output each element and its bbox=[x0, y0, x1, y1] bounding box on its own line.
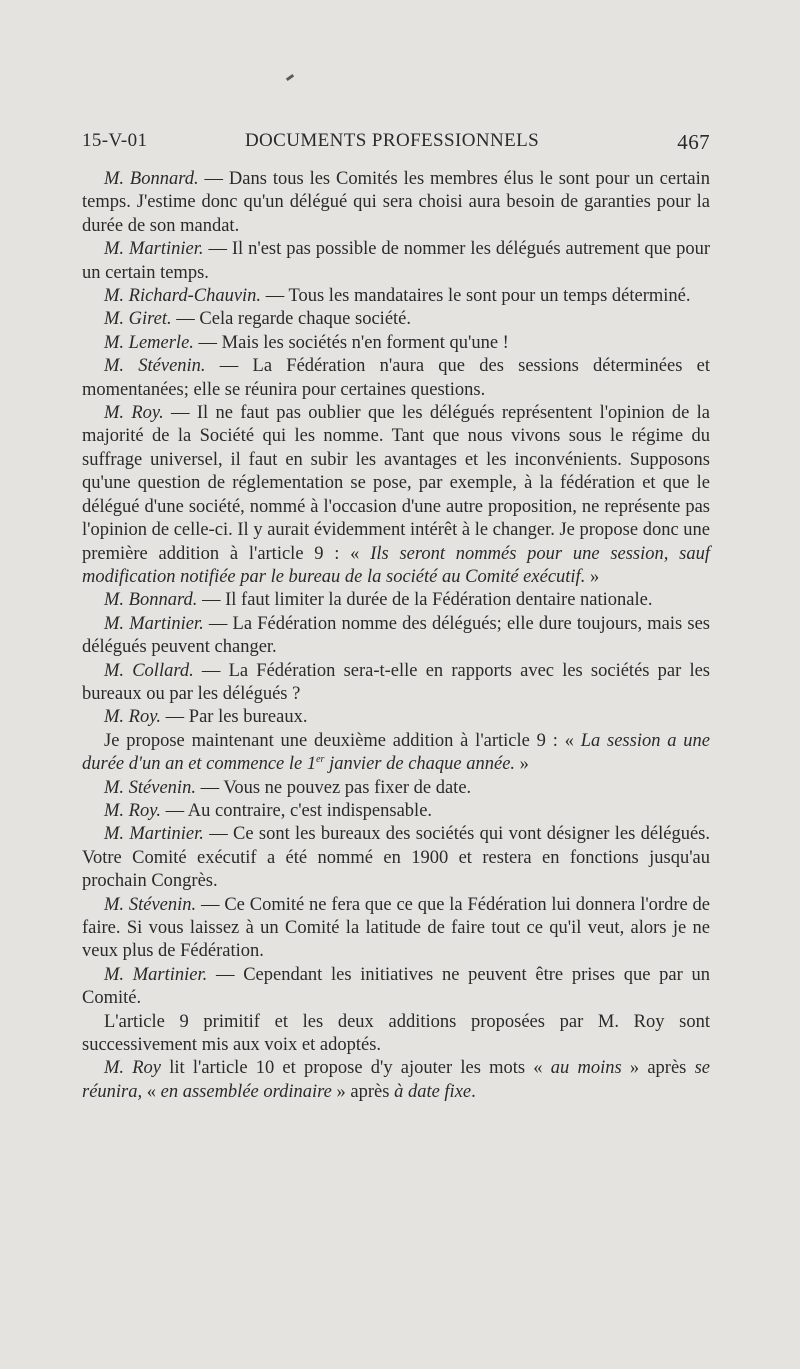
body-text bbox=[82, 168, 710, 1104]
paragraph: M. Martinier. — Il n'est pas possible de nommer les délégués autrement que pour un certain temps. bbox=[82, 239, 710, 283]
page-number: 467 bbox=[677, 130, 710, 154]
speaker: M. Stévenin. bbox=[104, 894, 197, 915]
paragraph: M. Stévenin. — La Fédération n'aura que des sessions déterminées et momentanées; elle se réunira pour certaines questions. bbox=[82, 356, 710, 400]
speaker: M. Roy. bbox=[104, 707, 162, 728]
speaker: M. Stévenin. bbox=[104, 356, 206, 377]
paragraph: L'article 9 primitif et les deux additions proposées par M. Roy sont successivement mis aux voix et adoptés. bbox=[82, 1011, 710, 1056]
header-date: 15-V-01 bbox=[82, 130, 148, 151]
paragraph: M. Stévenin. — Ce Comité ne fera que ce que la Fédération lui donnera l'ordre de faire. Si vous laissez à un Comité la latitude de faire tout ce qu'il veut, alors je ne veux plus de Fédération. bbox=[82, 894, 710, 962]
speaker: M. Bonnard. bbox=[104, 169, 199, 189]
paragraph: Je propose maintenant une deuxième addition à l'article 9 : « La session a une durée d'un an et commence le 1er janvier de chaque année. » bbox=[82, 730, 711, 775]
header-title: DOCUMENTS PROFESSIONNELS bbox=[244, 130, 540, 151]
speaker: M. Lemerle. bbox=[104, 332, 194, 353]
paragraph: M. Roy. — Par les bureaux. bbox=[104, 707, 308, 728]
paragraph: M. Stévenin. — Vous ne pouvez pas fixer de date. bbox=[104, 777, 472, 798]
paragraph: M. Giret. — Cela regarde chaque société. bbox=[104, 309, 412, 330]
speaker: M. Martinier. bbox=[104, 964, 208, 985]
speaker: M. Stévenin. bbox=[104, 777, 196, 798]
speaker: M. Bonnard. bbox=[104, 590, 198, 611]
speaker: M. Martinier. bbox=[104, 824, 204, 845]
paragraph: M. Roy. — Il ne faut pas oublier que les délégués représentent l'opinion de la majorité de la Société qui les nomme. Tant que nous vivons sous le régime du suffrage universel, il faut en subir les avantages et les inconvénients. Supposons qu'une question de réglementation se pose, par exemple, à la fédération et que le délégué d'une société, nommé à l'occasion d'une autre proposition, ne représente pas l'opinion de celle-ci. Il y aurait évidemment intérêt à le changer. Je propose donc une première addition à l'article 9 : « Ils seront nommés pour une session, sauf modification notifiée par le bureau de la société au Comité exécutif. » bbox=[82, 403, 711, 587]
speaker: M. Roy. bbox=[104, 800, 162, 821]
quoted-addition: Ils seront nommés pour une session, sauf modification notifiée par le bureau de la société au Comité exécutif. bbox=[82, 543, 710, 587]
speaker: M. Giret. bbox=[104, 309, 172, 330]
speaker: M. Roy bbox=[104, 1058, 162, 1079]
paragraph: M. Collard. — La Fédération sera-t-elle en rapports avec les sociétés par les bureaux ou par les délégués ? bbox=[82, 660, 711, 704]
quoted-addition: La session a une durée d'un an et commence le 1 bbox=[82, 730, 711, 775]
paragraph: M. Martinier. — La Fédération nomme des délégués; elle dure toujours, mais ses délégués peuvent changer. bbox=[82, 613, 710, 658]
paragraph: M. Roy. — Au contraire, c'est indispensable. bbox=[104, 800, 433, 821]
paragraph: M. Richard-Chauvin. — Tous les mandataires le sont pour un temps déterminé. bbox=[104, 286, 691, 307]
speaker: M. Richard-Chauvin. bbox=[104, 286, 262, 307]
speaker: M. Collard. bbox=[104, 660, 194, 681]
paragraph: M. Bonnard. — Il faut limiter la durée de la Fédération dentaire nationale. bbox=[104, 590, 653, 611]
paragraph: M. Martinier. — Ce sont les bureaux des sociétés qui vont désigner les délégués. Votre Comité exécutif a été nommé en 1900 et restera en fonctions jusqu'au prochain Congrès. bbox=[82, 824, 710, 892]
running-header bbox=[82, 130, 710, 156]
paragraph: M. Roy lit l'article 10 et propose d'y ajouter les mots « au moins » après se réunira, « en assemblée ordinaire » après à date fixe. bbox=[82, 1058, 710, 1102]
paragraph: M. Lemerle. — Mais les sociétés n'en forment qu'une ! bbox=[104, 332, 509, 353]
speaker: M. Roy. bbox=[104, 403, 164, 424]
speaker: M. Martinier. bbox=[104, 239, 204, 260]
ink-mark bbox=[286, 74, 294, 81]
paragraph: M. Martinier. — Cependant les initiatives ne peuvent être prises que par un Comité. bbox=[82, 964, 710, 1009]
speaker: M. Martinier. bbox=[104, 613, 204, 634]
paragraph: M. Bonnard. — Dans tous les Comités les membres élus le sont pour un certain temps. J'estime donc qu'un délégué qui sera choisi aura besoin de garanties pour la durée de son mandat. bbox=[82, 169, 710, 236]
